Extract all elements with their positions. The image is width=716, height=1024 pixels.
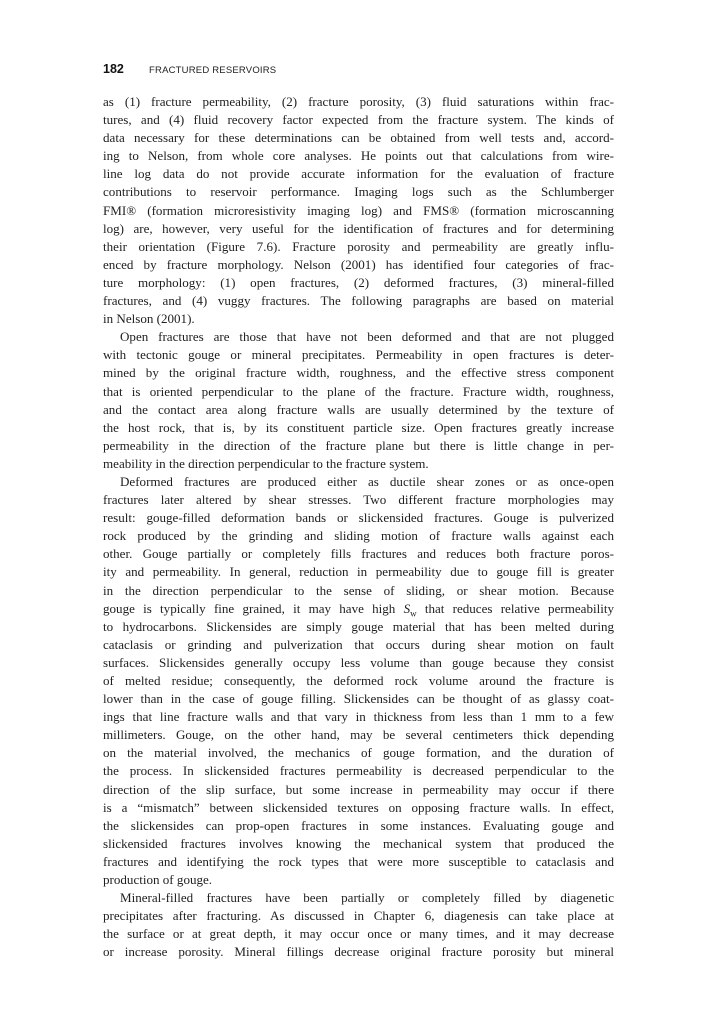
text-line: meability in the direction perpendicular to the fracture system. <box>103 455 429 471</box>
text-line: cataclasis or grinding and pulverization that occurs during shear motion on fault <box>103 636 614 652</box>
text-line: lower than in the case of gouge filling. Slickensides can be thought of as glassy coat- <box>103 691 614 707</box>
text-line: the host rock, that is, by its constituent particle size. Open fractures greatly increase <box>103 419 614 435</box>
text-line: fractures later altered by shear stresses. Two different fracture morphologies may <box>103 492 614 508</box>
running-head <box>103 62 612 80</box>
text-line: that is oriented perpendicular to the plane of the fracture. Fracture width, roughness, <box>103 383 614 399</box>
text-line: with tectonic gouge or mineral precipitates. Permeability in open fractures is deter- <box>103 347 614 363</box>
text-line: Deformed fractures are produced either as ductile shear zones or as once-open <box>120 473 614 489</box>
text-line: contributions to reservoir performance. Imaging logs such as the Schlumberger <box>103 184 614 200</box>
text-line: Mineral-filled fractures have been partially or completely filled by diagenetic <box>120 890 614 906</box>
page-number: 182 <box>103 62 124 76</box>
text-line: ture morphology: (1) open fractures, (2) deformed fractures, (3) mineral-filled <box>103 274 614 290</box>
text-line: in Nelson (2001). <box>103 311 195 327</box>
text-line: other. Gouge partially or completely fills fractures and reduces both fracture poros- <box>103 546 614 562</box>
text-line: ings that line fracture walls and that vary in thickness from less than 1 mm to a few <box>103 709 614 725</box>
text-line: direction of the slip surface, but some increase in permeability may occur if there <box>103 781 614 797</box>
text-line: precipitates after fracturing. As discussed in Chapter 6, diagenesis can take place at <box>103 908 614 924</box>
text-line: line log data do not provide accurate information for the evaluation of fracture <box>103 166 614 182</box>
body-text <box>103 93 614 962</box>
text-line: in the direction perpendicular to the sense of sliding, or shear motion. Because <box>103 582 614 598</box>
text-line: or increase porosity. Mineral fillings decrease original fracture porosity but mineral <box>103 944 614 960</box>
text-line: FMI® (formation microresistivity imaging log) and FMS® (formation microscanning <box>103 202 614 218</box>
text-line: gouge is typically fine grained, it may have high $S_w$ that reduces relative permeability <box>103 600 614 619</box>
paragraph <box>103 93 614 328</box>
text-line: enced by fracture morphology. Nelson (2001) has identified four categories of frac- <box>103 256 614 272</box>
text-line: the process. In slickensided fractures permeability is decreased perpendicular to the <box>103 763 614 779</box>
text-line: surfaces. Slickensides generally occupy less volume than gouge because they consist <box>103 654 614 670</box>
text-line: slickensided fractures involves knowing the mechanical system that produced the <box>103 835 614 851</box>
text-line: production of gouge. <box>103 872 213 888</box>
paragraph <box>103 473 614 889</box>
text-line: mined by the original fracture width, roughness, and the effective stress component <box>103 365 614 381</box>
text-line: log) are, however, very useful for the identification of fractures and for determining <box>103 220 614 236</box>
text-line: their orientation (Figure 7.6). Fracture porosity and permeability are greatly influ- <box>103 238 614 254</box>
text-line: permeability in the direction of the fracture plane but there is little change in per- <box>103 437 614 453</box>
text-line: the surface or at great depth, it may occur once or many times, and it may decrease <box>103 926 614 942</box>
text-line: ity and permeability. In general, reduction in permeability due to gouge fill is greater <box>103 564 614 580</box>
text-line: and the contact area along fracture walls are usually determined by the texture of <box>103 401 614 417</box>
text-line: result: gouge-filled deformation bands or slickensided fractures. Gouge is pulverized <box>103 510 614 526</box>
paragraph <box>103 889 614 961</box>
text-line: is a “mismatch” between slickensided textures on opposing fracture walls. In effect, <box>103 799 614 815</box>
text-line: millimeters. Gouge, on the other hand, may be several centimeters thick depending <box>103 727 614 743</box>
text-line: of melted residue; consequently, the deformed rock volume around the fracture is <box>103 673 614 688</box>
text-line: as (1) fracture permeability, (2) fracture porosity, (3) fluid saturations within frac- <box>103 94 614 109</box>
text-line: ing to Nelson, from whole core analyses. He points out that calculations from wire- <box>103 148 614 164</box>
text-line: fractures and identifying the rock types that were more susceptible to cataclasis and <box>103 853 614 869</box>
text-line: Open fractures are those that have not been deformed and that are not plugged <box>120 329 614 345</box>
text-line: the slickensides can prop-open fractures in some instances. Evaluating gouge and <box>103 817 614 833</box>
text-line: data necessary for these determinations can be obtained from well tests and, accord- <box>103 130 614 146</box>
text-line: to hydrocarbons. Slickensides are simply gouge material that has been melted during <box>103 618 614 634</box>
text-line: rock produced by the grinding and sliding motion of fracture walls against each <box>103 528 614 544</box>
text-line: fractures, and (4) vuggy fractures. The following paragraphs are based on material <box>103 293 614 309</box>
paragraph <box>103 328 614 473</box>
text-line: on the material involved, the mechanics of gouge formation, and the duration of <box>103 745 614 761</box>
text-line: tures, and (4) fluid recovery factor expected from the fracture system. The kinds of <box>103 112 614 128</box>
chapter-title: FRACTURED RESERVOIRS <box>149 65 277 76</box>
